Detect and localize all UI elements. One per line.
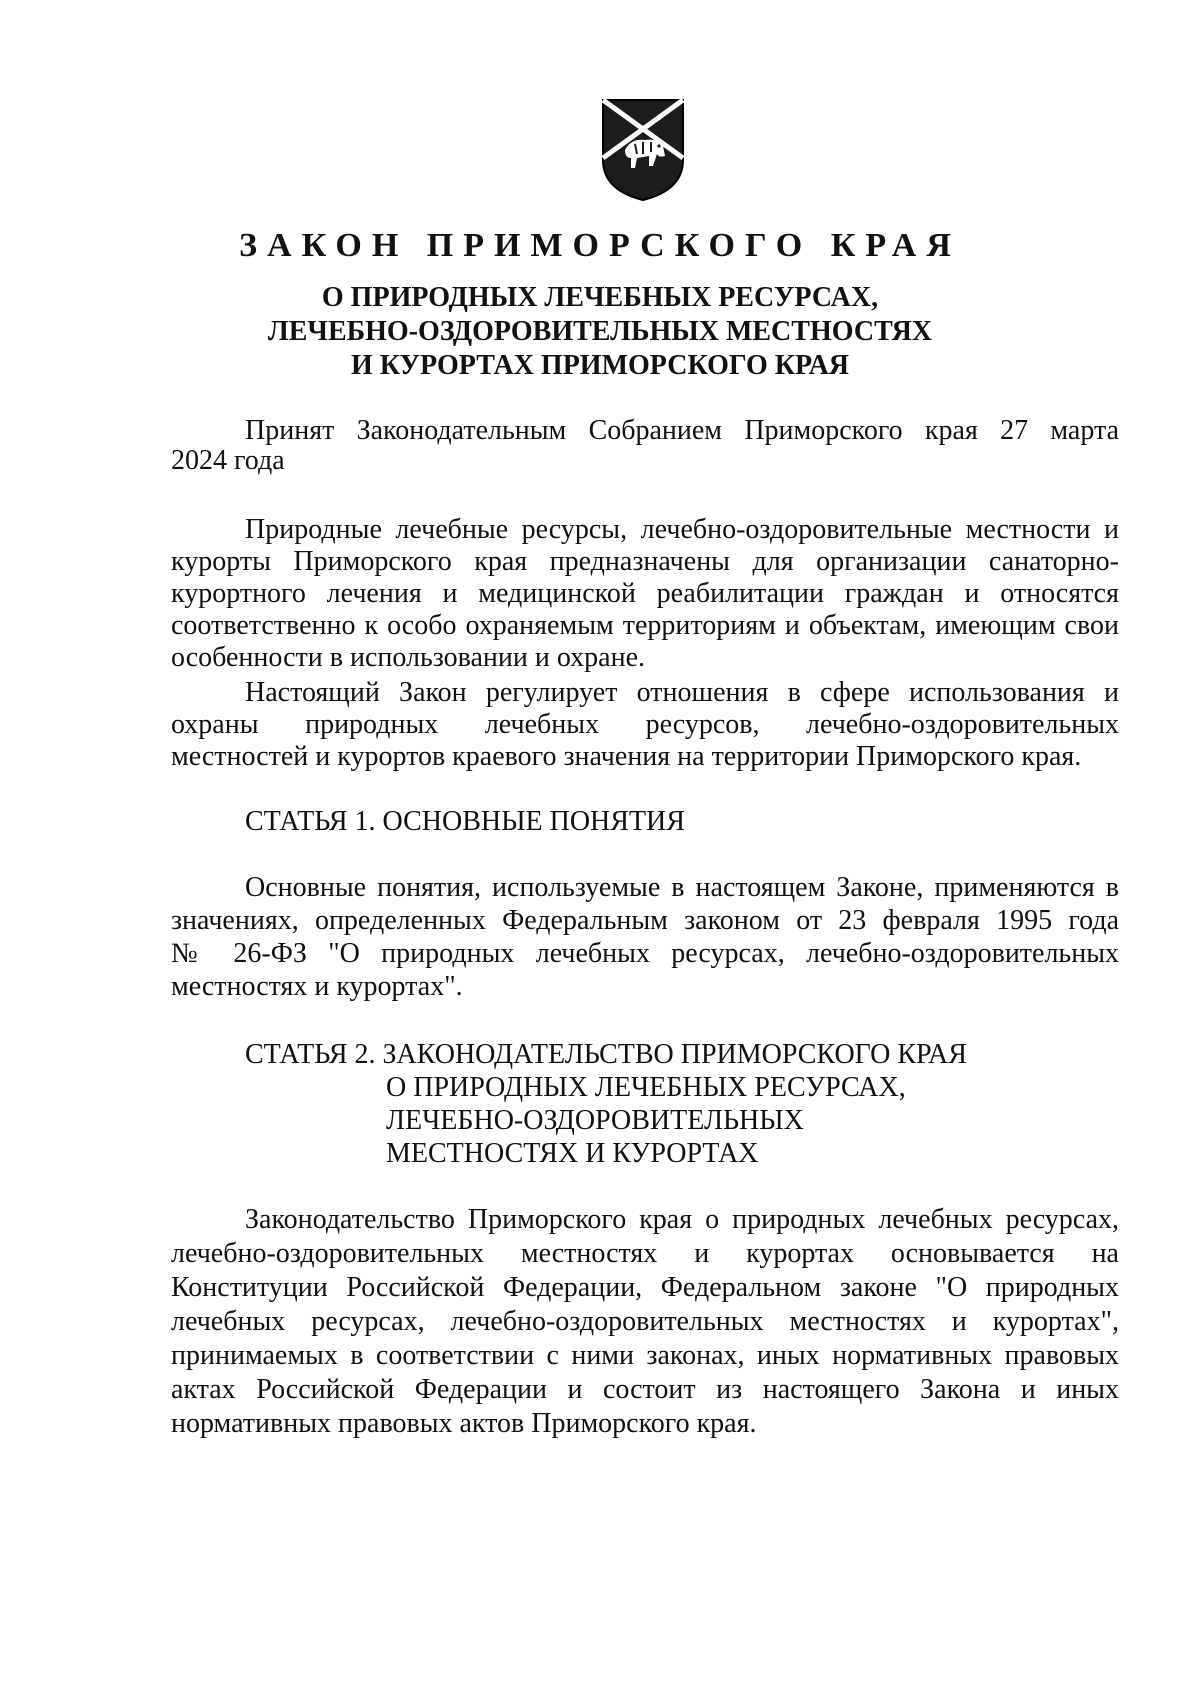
article-2-line: актах Российской Федерации и состоит из настоящего Закона и иных (171, 1374, 1119, 1405)
article-2-line: лечебных ресурсах, лечебно-оздоровительных местностях и курортах", (171, 1306, 1119, 1337)
article-2-line: принимаемых в соответствии с ними законах, иных нормативных правовых (171, 1340, 1119, 1371)
article-1-line: № 26-ФЗ "О природных лечебных ресурсах, лечебно-оздоровительных (171, 938, 1119, 969)
law-subtitle-line: О ПРИРОДНЫХ ЛЕЧЕБНЫХ РЕСУРСАХ, (321, 282, 879, 313)
article-1-line: Основные понятия, используемые в настоящем Законе, применяются в (245, 872, 1119, 903)
article-1-line: местностях и курортах". (171, 971, 463, 1002)
preamble-line: Природные лечебные ресурсы, лечебно-оздоровительные местности и (245, 514, 1119, 545)
adoption-line: 2024 года (171, 445, 285, 476)
preamble-line: особенности в использовании и охране. (171, 642, 645, 673)
article-2-heading: О ПРИРОДНЫХ ЛЕЧЕБНЫХ РЕСУРСАХ, (386, 1072, 906, 1103)
coat-of-arms-icon (601, 98, 685, 202)
preamble-line: соответственно к особо охраняемым территориям и объектам, имеющим свои (171, 610, 1119, 641)
law-subtitle (0, 281, 1200, 383)
law-subtitle-line: ЛЕЧЕБНО-ОЗДОРОВИТЕЛЬНЫХ МЕСТНОСТЯХ (267, 316, 933, 347)
article-2-heading: СТАТЬЯ 2. ЗАКОНОДАТЕЛЬСТВО ПРИМОРСКОГО КРАЯ (245, 1039, 967, 1070)
article-2-heading: МЕСТНОСТЯХ И КУРОРТАХ (386, 1138, 759, 1169)
article-2-line: Законодательство Приморского края о природных лечебных ресурсах, (245, 1204, 1119, 1235)
law-subtitle-line: И КУРОРТАХ ПРИМОРСКОГО КРАЯ (350, 350, 850, 381)
article-2-line: лечебно-оздоровительных местностях и курортах основывается на (171, 1238, 1119, 1269)
article-2-line: Конституции Российской Федерации, Федеральном законе "О природных (171, 1272, 1119, 1303)
article-2-line: нормативных правовых актов Приморского края. (171, 1408, 757, 1439)
preamble-line: курорты Приморского края предназначены для организации санаторно- (171, 546, 1119, 577)
preamble-line: охраны природных лечебных ресурсов, лечебно-оздоровительных (171, 709, 1119, 740)
preamble-line: курортного лечения и медицинской реабилитации граждан и относятся (171, 578, 1119, 609)
article-1-line: значениях, определенных Федеральным законом от 23 февраля 1995 года (171, 905, 1119, 936)
article-2-heading: ЛЕЧЕБНО-ОЗДОРОВИТЕЛЬНЫХ (386, 1105, 804, 1136)
preamble-line: Настоящий Закон регулирует отношения в сфере использования и (245, 677, 1119, 708)
preamble-line: местностей и курортов краевого значения на территории Приморского края. (171, 741, 1082, 772)
article-1-heading: СТАТЬЯ 1. ОСНОВНЫЕ ПОНЯТИЯ (245, 806, 685, 837)
law-title: ЗАКОН ПРИМОРСКОГО КРАЯ (239, 227, 961, 264)
adoption-line: Принят Законодательным Собранием Приморского края 27 марта (245, 415, 1119, 446)
